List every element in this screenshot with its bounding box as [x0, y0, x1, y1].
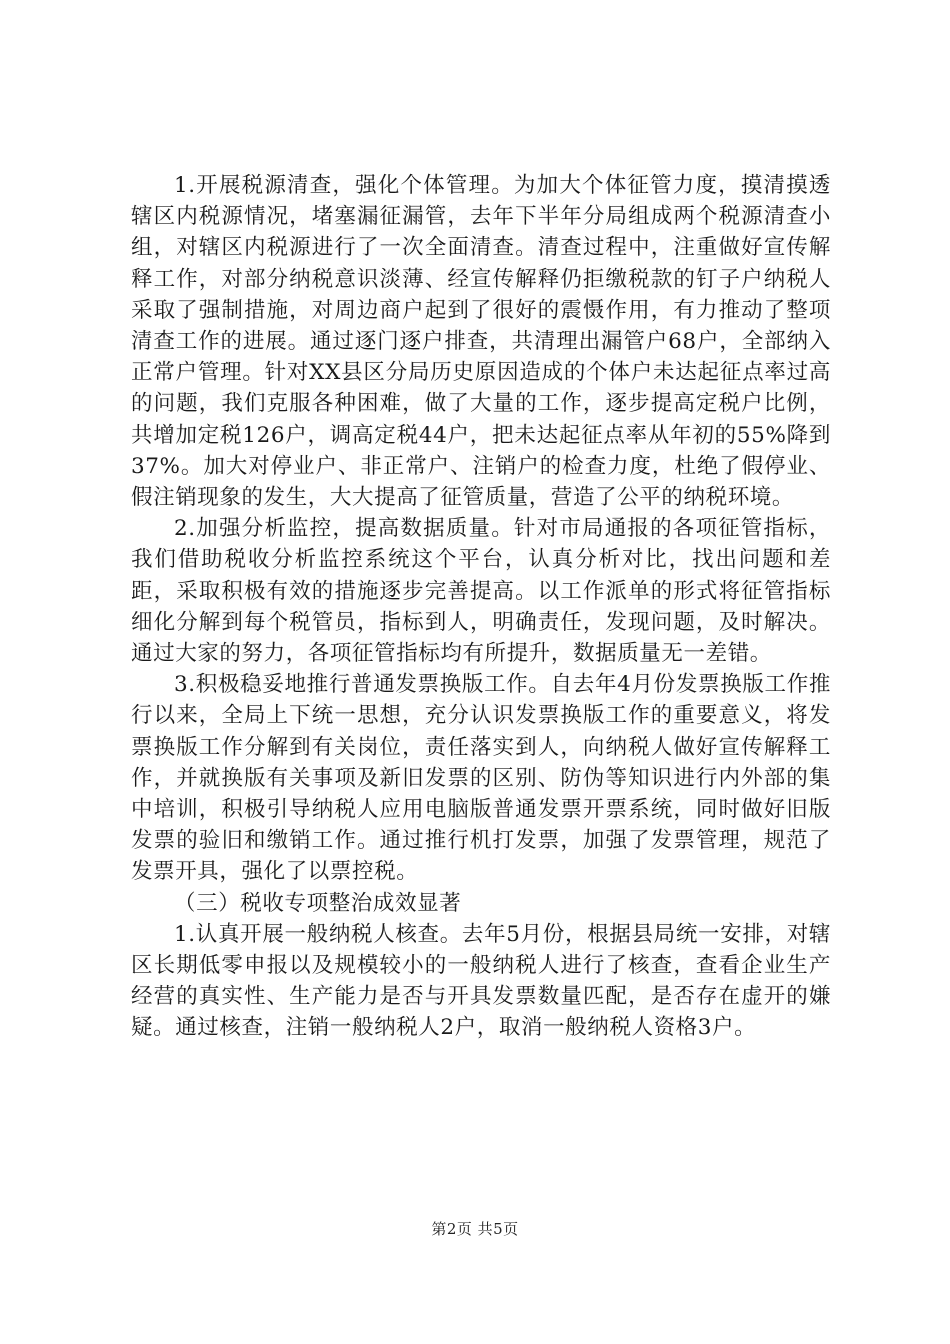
document-body [131, 170, 831, 1044]
paragraph-invoice-reform: 3.积极稳妥地推行普通发票换版工作。自去年4月份发票换版工作推行以来，全局上下统一思想，充分认识发票换版工作的重要意义，将发票换版工作分解到有关岗位，责任落实到人，向纳税人做好宣传解释工作，并就换版有关事项及新旧发票的区别、防伪等知识进行内外部的集中培训，积极引导纳税人应用电脑版普通发票开票系统，同时做好旧版发票的验旧和缴销工作。通过推行机打发票，加强了发票管理，规范了发票开具，强化了以票控税。 [131, 672, 831, 885]
page-number-footer: 第2页 共5页 [431, 1220, 519, 1238]
section-heading: （三）税收专项整治成效显著 [174, 890, 462, 916]
paragraph-data-quality: 2.加强分析监控，提高数据质量。针对市局通报的各项征管指标，我们借助税收分析监控系统这个平台，认真分析对比，找出问题和差距，采取积极有效的措施逐步完善提高。以工作派单的形式将征管指标细化分解到每个税管员，指标到人，明确责任，发现问题，及时解决。通过大家的努力，各项征管指标均有所提升，数据质量无一差错。 [131, 516, 831, 667]
paragraph-taxpayer-verification: 1.认真开展一般纳税人核查。去年5月份，根据县局统一安排，对辖区长期低零申报以及规模较小的一般纳税人进行了核查，查看企业生产经营的真实性、生产能力是否与开具发票数量匹配，是否存在虚开的嫌疑。通过核查，注销一般纳税人2户，取消一般纳税人资格3户。 [131, 921, 831, 1041]
paragraph-tax-source-audit: 1.开展税源清查，强化个体管理。为加大个体征管力度，摸清摸透辖区内税源情况，堵塞漏征漏管，去年下半年分局组成两个税源清查小组，对辖区内税源进行了一次全面清查。清查过程中，注重做好宣传解释工作，对部分纳税意识淡薄、经宣传解释仍拒缴税款的钉子户纳税人采取了强制措施，对周边商户起到了很好的震慑作用，有力推动了整项清查工作的进展。通过逐门逐户排查，共清理出漏管户68户，全部纳入正常户管理。针对XX县区分局历史原因造成的个体户未达起征点率过高的问题，我们克服各种困难，做了大量的工作，逐步提高定税户比例，共增加定税126户，调高定税44户，把未达起征点率从年初的55%降到37%。加大对停业户、非正常户、注销户的检查力度，杜绝了假停业、假注销现象的发生，大大提高了征管质量，营造了公平的纳税环境。 [131, 173, 831, 511]
